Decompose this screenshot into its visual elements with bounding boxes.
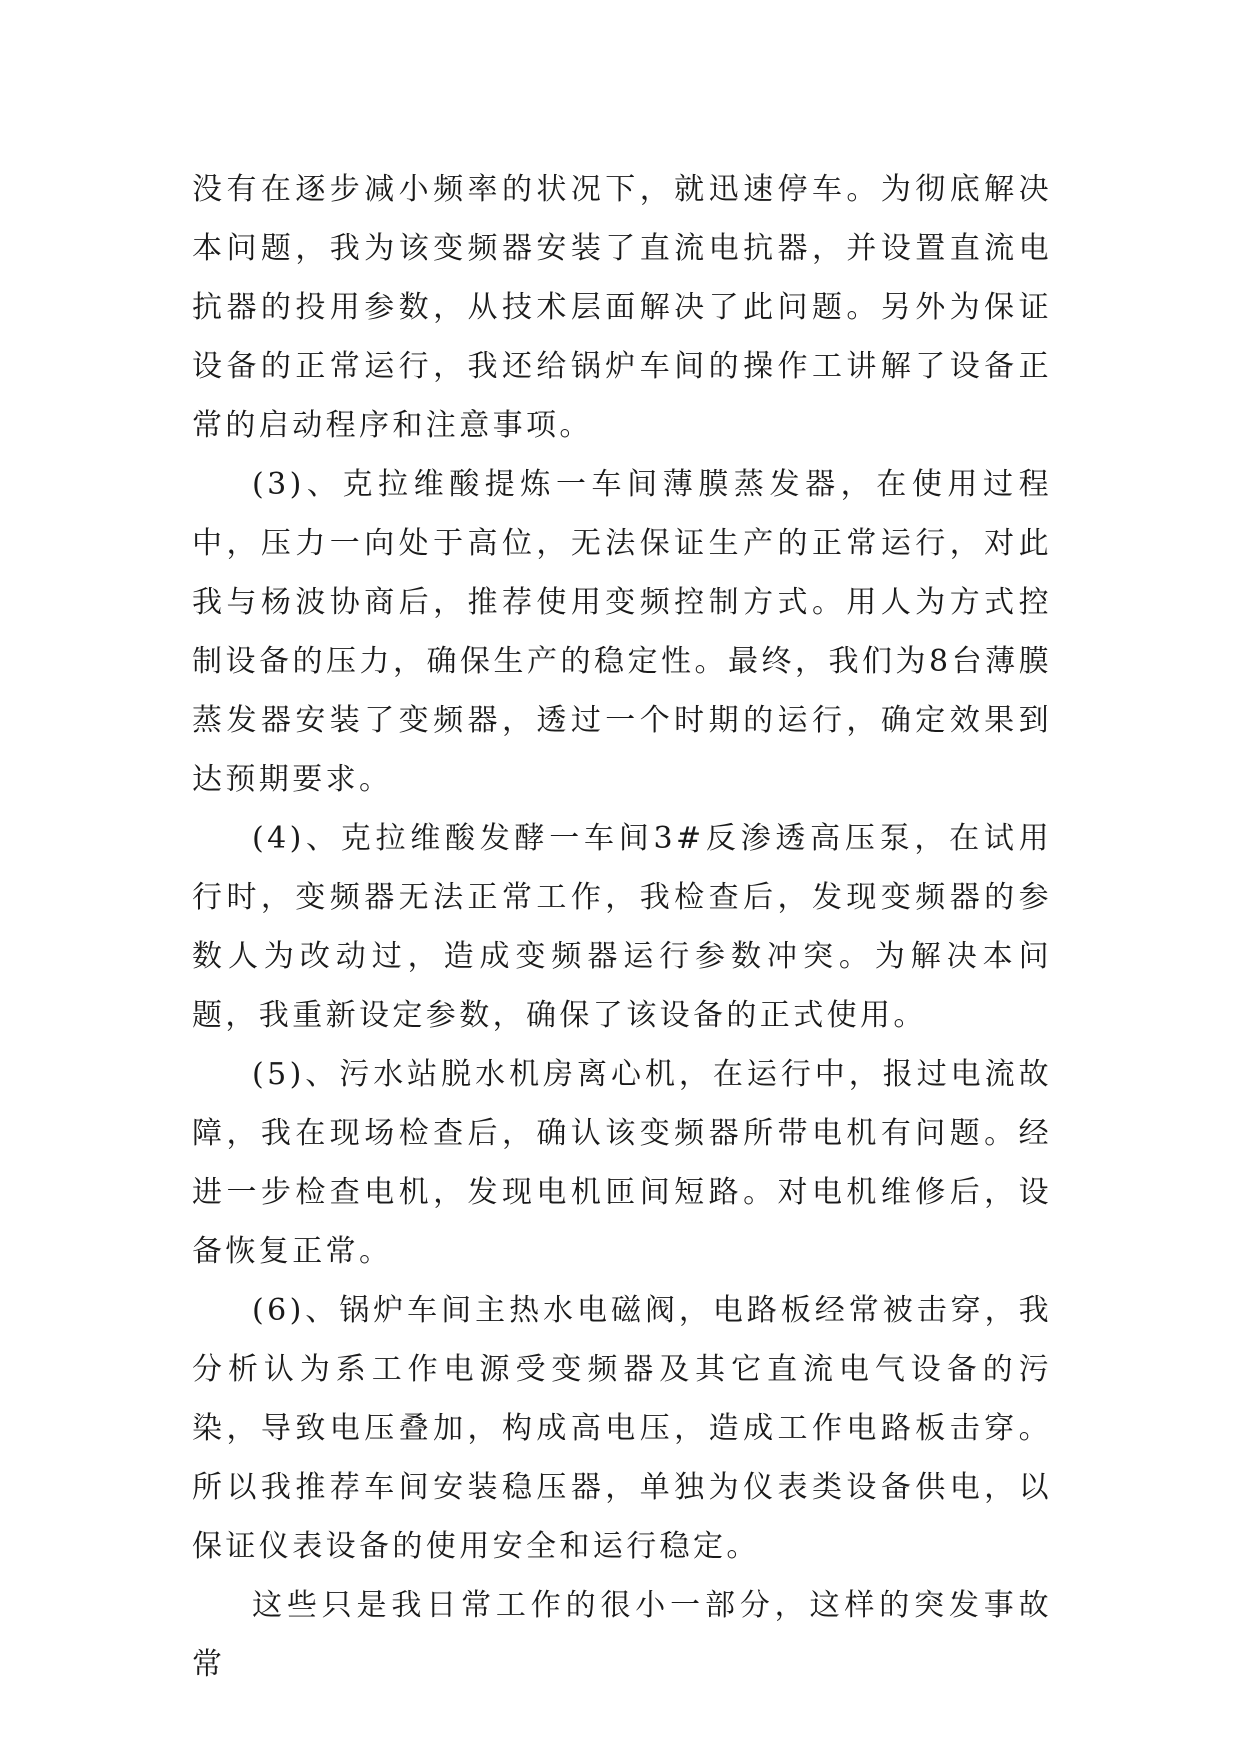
paragraph-item-6: (6)、锅炉车间主热水电磁阀，电路板经常被击穿，我分析认为系工作电源受变频器及其它直流电气设备的污染，导致电压叠加，构成高电压，造成工作电路板击穿。所以我推荐车间安装稳压器，单独为仪表类设备供电，以保证仪表设备的使用安全和运行稳定。 (192, 1293, 1052, 1564)
paragraph-item-4: (4)、克拉维酸发酵一车间3#反渗透高压泵，在试用行时，变频器无法正常工作，我检查后，发现变频器的参数人为改动过，造成变频器运行参数冲突。为解决本问题，我重新设定参数，确保了该设备的正式使用。 (192, 821, 1052, 1033)
paragraph-item-3: (3)、克拉维酸提炼一车间薄膜蒸发器，在使用过程中，压力一向处于高位，无法保证生产的正常运行，对此我与杨波协商后，推荐使用变频控制方式。用人为方式控制设备的压力，确保生产的稳定性。最终，我们为8台薄膜蒸发器安装了变频器，透过一个时期的运行，确定效果到达预期要求。 (192, 467, 1052, 797)
paragraph-summary: 这些只是我日常工作的很小一部分，这样的突发事故常 (192, 1588, 1052, 1682)
document-body (192, 160, 1052, 1694)
paragraph-item-5: (5)、污水站脱水机房离心机，在运行中，报过电流故障，我在现场检查后，确认该变频器所带电机有问题。经进一步检查电机，发现电机匝间短路。对电机维修后，设备恢复正常。 (192, 1057, 1052, 1269)
paragraph-continuation: 没有在逐步减小频率的状况下，就迅速停车。为彻底解决本问题，我为该变频器安装了直流电抗器，并设置直流电抗器的投用参数，从技术层面解决了此问题。另外为保证设备的正常运行，我还给锅炉车间的操作工讲解了设备正常的启动程序和注意事项。 (192, 172, 1052, 443)
